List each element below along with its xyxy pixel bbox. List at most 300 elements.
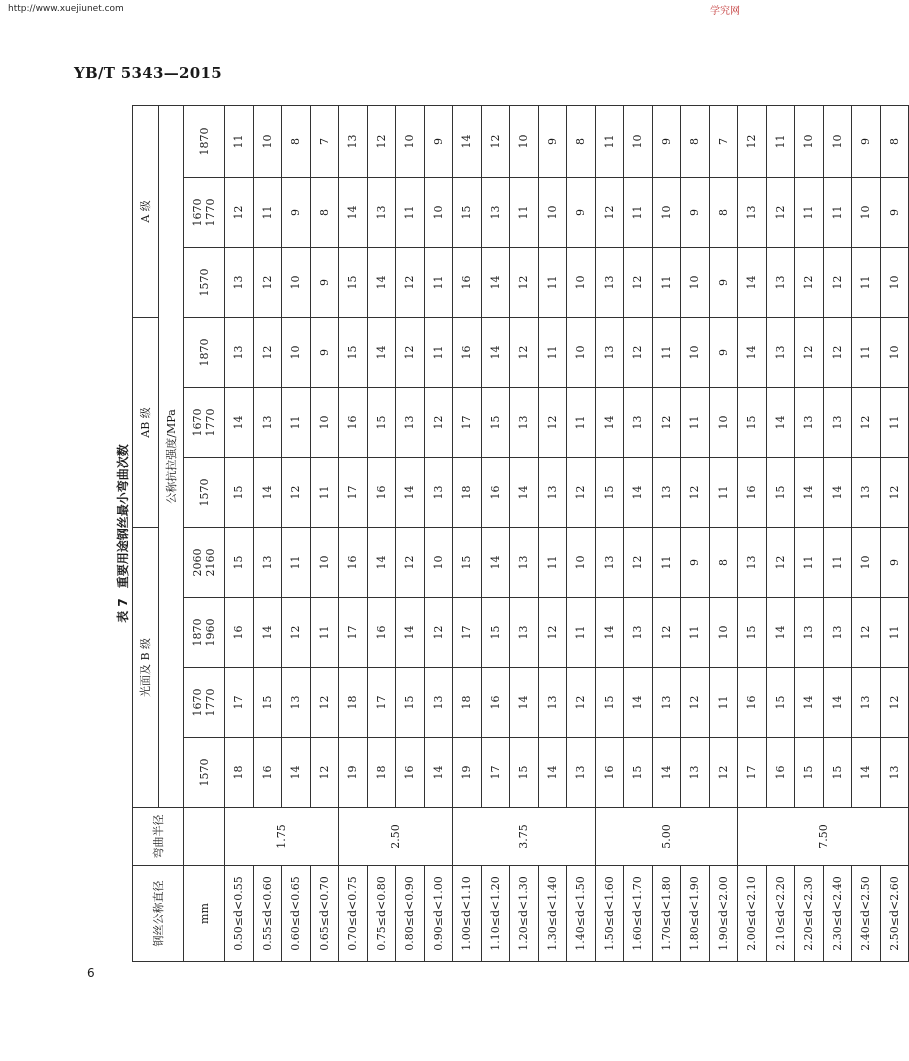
table-row bbox=[339, 105, 368, 961]
table-row bbox=[738, 105, 767, 961]
bend-count-cell: 17 bbox=[339, 457, 368, 527]
grade-header bbox=[184, 317, 225, 387]
bend-count-cell: 15 bbox=[766, 668, 795, 738]
bend-count-cell: 14 bbox=[510, 457, 539, 527]
bend-count-cell: 13 bbox=[282, 668, 311, 738]
bend-count-cell: 12 bbox=[481, 105, 510, 177]
bend-count-cell: 11 bbox=[823, 177, 852, 247]
bend-count-cell: 13 bbox=[538, 668, 567, 738]
bend-count-cell: 11 bbox=[766, 105, 795, 177]
bend-count-cell: 14 bbox=[766, 598, 795, 668]
source-url: http://www.xuejiunet.com bbox=[8, 4, 124, 14]
bend-count-cell: 13 bbox=[253, 387, 282, 457]
bend-count-cell: 15 bbox=[396, 668, 425, 738]
bend-count-cell: 14 bbox=[339, 177, 368, 247]
bend-count-cell: 15 bbox=[595, 668, 624, 738]
grade-header-text: 1870 bbox=[197, 127, 211, 156]
bend-count-cell: 12 bbox=[225, 177, 254, 247]
bend-count-cell: 9 bbox=[652, 105, 681, 177]
bend-count-cell: 13 bbox=[595, 527, 624, 597]
bend-count-cell: 8 bbox=[880, 105, 909, 177]
bend-count-cell: 12 bbox=[424, 598, 453, 668]
bend-count-cell: 13 bbox=[766, 317, 795, 387]
table-label: 表 7 bbox=[116, 598, 130, 623]
bend-count-cell: 10 bbox=[282, 247, 311, 317]
bend-count-cell: 13 bbox=[595, 317, 624, 387]
bend-count-cell: 10 bbox=[253, 105, 282, 177]
bend-count-cell: 14 bbox=[481, 527, 510, 597]
bend-count-cell: 11 bbox=[424, 247, 453, 317]
table-caption bbox=[114, 105, 132, 962]
bend-count-cell: 14 bbox=[367, 317, 396, 387]
rotated-table-container bbox=[114, 106, 901, 962]
diameter-range-cell: 1.30≤d<1.40 bbox=[538, 866, 567, 962]
bend-count-cell: 11 bbox=[823, 527, 852, 597]
bend-count-cell: 15 bbox=[481, 598, 510, 668]
site-logo-text: 学究网 bbox=[710, 6, 740, 17]
bend-count-cell: 19 bbox=[453, 738, 482, 808]
table-row bbox=[453, 105, 482, 961]
bend-count-cell: 13 bbox=[795, 387, 824, 457]
bend-count-cell: 16 bbox=[367, 598, 396, 668]
bend-count-cell: 13 bbox=[738, 177, 767, 247]
bend-count-cell: 12 bbox=[538, 598, 567, 668]
diameter-range-cell: 2.50≤d<2.60 bbox=[880, 866, 909, 962]
diameter-range-cell: 1.00≤d<1.10 bbox=[453, 866, 482, 962]
bend-count-cell: 16 bbox=[253, 738, 282, 808]
bend-count-cell: 14 bbox=[624, 457, 653, 527]
diameter-range-cell: 0.90≤d<1.00 bbox=[424, 866, 453, 962]
bend-count-cell: 9 bbox=[709, 247, 738, 317]
bend-radius-cell: 2.50 bbox=[339, 808, 453, 866]
bend-count-cell: 16 bbox=[481, 668, 510, 738]
bend-count-cell: 13 bbox=[823, 598, 852, 668]
bend-count-cell: 10 bbox=[282, 317, 311, 387]
bend-count-cell: 14 bbox=[510, 668, 539, 738]
diameter-range-cell: 2.00≤d<2.10 bbox=[738, 866, 767, 962]
bend-count-cell: 14 bbox=[253, 598, 282, 668]
bend-count-cell: 12 bbox=[282, 457, 311, 527]
grade-header-text: 1570 bbox=[197, 268, 211, 297]
diameter-range-cell: 1.80≤d<1.90 bbox=[681, 866, 710, 962]
bend-count-cell: 16 bbox=[738, 457, 767, 527]
bend-count-cell: 10 bbox=[852, 527, 881, 597]
bend-count-cell: 10 bbox=[396, 105, 425, 177]
table-title: 重要用途钢丝最小弯曲次数 bbox=[116, 444, 130, 589]
diameter-range-cell: 2.20≤d<2.30 bbox=[795, 866, 824, 962]
bend-count-cell: 10 bbox=[823, 105, 852, 177]
bend-count-cell: 17 bbox=[339, 598, 368, 668]
bend-count-cell: 14 bbox=[282, 738, 311, 808]
bend-count-cell: 15 bbox=[738, 387, 767, 457]
diameter-range-cell: 0.55≤d<0.60 bbox=[253, 866, 282, 962]
bend-count-cell: 10 bbox=[310, 527, 339, 597]
bend-count-cell: 18 bbox=[367, 738, 396, 808]
bend-count-cell: 11 bbox=[567, 387, 596, 457]
bend-count-cell: 11 bbox=[595, 105, 624, 177]
bend-count-cell: 12 bbox=[253, 247, 282, 317]
radius-header: 弯曲半径 bbox=[133, 808, 184, 866]
bend-count-cell: 12 bbox=[880, 457, 909, 527]
bend-count-cell: 12 bbox=[310, 738, 339, 808]
bend-count-cell: 13 bbox=[880, 738, 909, 808]
bend-count-cell: 11 bbox=[652, 247, 681, 317]
diameter-range-cell: 1.70≤d<1.80 bbox=[652, 866, 681, 962]
bend-count-cell: 11 bbox=[396, 177, 425, 247]
bend-count-cell: 14 bbox=[738, 247, 767, 317]
bend-count-cell: 13 bbox=[567, 738, 596, 808]
page-number: 6 bbox=[87, 966, 95, 980]
bend-radius-cell: 3.75 bbox=[453, 808, 596, 866]
diameter-range-cell: 1.90≤d<2.00 bbox=[709, 866, 738, 962]
bend-count-cell: 13 bbox=[225, 317, 254, 387]
bend-count-cell: 15 bbox=[225, 527, 254, 597]
bend-count-cell: 15 bbox=[823, 738, 852, 808]
bend-count-cell: 15 bbox=[225, 457, 254, 527]
bend-count-cell: 12 bbox=[795, 317, 824, 387]
bend-count-cell: 11 bbox=[795, 177, 824, 247]
unit-empty bbox=[184, 808, 225, 866]
bend-count-cell: 14 bbox=[481, 317, 510, 387]
bend-count-cell: 10 bbox=[310, 387, 339, 457]
bend-count-cell: 14 bbox=[795, 457, 824, 527]
bend-count-cell: 9 bbox=[567, 177, 596, 247]
bend-count-cell: 12 bbox=[738, 105, 767, 177]
bend-count-cell: 12 bbox=[396, 317, 425, 387]
bend-count-cell: 15 bbox=[453, 527, 482, 597]
bend-count-cell: 13 bbox=[253, 527, 282, 597]
grade-header bbox=[184, 527, 225, 597]
bend-count-cell: 11 bbox=[852, 317, 881, 387]
table-row bbox=[595, 105, 624, 961]
bend-count-cell: 14 bbox=[652, 738, 681, 808]
bend-count-cell: 10 bbox=[880, 247, 909, 317]
grade-header-text: 2060 2160 bbox=[191, 548, 217, 577]
bend-count-cell: 17 bbox=[225, 668, 254, 738]
bend-count-cell: 14 bbox=[396, 598, 425, 668]
diameter-range-cell: 0.60≤d<0.65 bbox=[282, 866, 311, 962]
bend-count-cell: 9 bbox=[310, 317, 339, 387]
bend-count-cell: 10 bbox=[681, 247, 710, 317]
bend-count-cell: 14 bbox=[367, 247, 396, 317]
bend-count-cell: 11 bbox=[567, 598, 596, 668]
bend-count-cell: 15 bbox=[453, 177, 482, 247]
bend-count-cell: 11 bbox=[795, 527, 824, 597]
bend-count-cell: 13 bbox=[510, 598, 539, 668]
strength-header: 公称抗拉强度/MPa bbox=[159, 105, 184, 807]
bend-count-cell: 8 bbox=[310, 177, 339, 247]
bend-count-cell: 12 bbox=[510, 317, 539, 387]
bend-count-cell: 9 bbox=[538, 105, 567, 177]
bend-count-cell: 11 bbox=[282, 387, 311, 457]
bend-count-cell: 11 bbox=[681, 598, 710, 668]
grade-header bbox=[184, 247, 225, 317]
diameter-range-cell: 0.70≤d<0.75 bbox=[339, 866, 368, 962]
diameter-range-cell: 2.40≤d<2.50 bbox=[852, 866, 881, 962]
bend-count-cell: 9 bbox=[282, 177, 311, 247]
bend-count-cell: 11 bbox=[310, 598, 339, 668]
diameter-range-cell: 1.50≤d<1.60 bbox=[595, 866, 624, 962]
grade-header bbox=[184, 668, 225, 738]
bend-count-cell: 10 bbox=[567, 317, 596, 387]
bend-count-cell: 9 bbox=[709, 317, 738, 387]
bend-count-cell: 12 bbox=[852, 598, 881, 668]
bend-count-cell: 16 bbox=[481, 457, 510, 527]
bend-count-cell: 16 bbox=[738, 668, 767, 738]
bend-count-cell: 13 bbox=[852, 457, 881, 527]
bend-count-cell: 11 bbox=[510, 177, 539, 247]
bend-count-cell: 11 bbox=[681, 387, 710, 457]
bend-count-cell: 17 bbox=[481, 738, 510, 808]
bend-count-cell: 11 bbox=[652, 317, 681, 387]
bend-count-cell: 16 bbox=[453, 317, 482, 387]
bend-count-cell: 18 bbox=[225, 738, 254, 808]
bend-count-cell: 12 bbox=[510, 247, 539, 317]
bend-count-cell: 13 bbox=[652, 668, 681, 738]
grade-header bbox=[184, 738, 225, 808]
bend-count-cell: 9 bbox=[852, 105, 881, 177]
bend-count-cell: 9 bbox=[424, 105, 453, 177]
bend-count-cell: 14 bbox=[424, 738, 453, 808]
grade-header-text: 1670 1770 bbox=[191, 198, 217, 227]
bend-count-cell: 13 bbox=[367, 177, 396, 247]
bend-count-cell: 18 bbox=[453, 668, 482, 738]
bend-count-cell: 12 bbox=[795, 247, 824, 317]
diameter-range-cell: 1.20≤d<1.30 bbox=[510, 866, 539, 962]
bend-count-cell: 14 bbox=[823, 668, 852, 738]
diameter-range-cell: 2.30≤d<2.40 bbox=[823, 866, 852, 962]
bend-count-cell: 16 bbox=[595, 738, 624, 808]
bend-count-cell: 10 bbox=[880, 317, 909, 387]
bend-count-cell: 12 bbox=[681, 668, 710, 738]
bend-count-cell: 12 bbox=[595, 177, 624, 247]
bend-count-cell: 17 bbox=[367, 668, 396, 738]
bend-count-cell: 11 bbox=[880, 387, 909, 457]
bend-count-cell: 14 bbox=[253, 457, 282, 527]
bend-count-cell: 11 bbox=[538, 317, 567, 387]
bend-count-cell: 13 bbox=[624, 598, 653, 668]
grade-header bbox=[184, 598, 225, 668]
bend-count-cell: 12 bbox=[538, 387, 567, 457]
bend-count-cell: 12 bbox=[424, 387, 453, 457]
diameter-header: 钢丝公称直径 bbox=[133, 866, 184, 962]
bend-radius-cell: 7.50 bbox=[738, 808, 909, 866]
bend-count-cell: 16 bbox=[367, 457, 396, 527]
group-header-a: A 级 bbox=[133, 105, 159, 317]
bend-count-cell: 12 bbox=[624, 527, 653, 597]
bend-count-cell: 12 bbox=[396, 527, 425, 597]
bend-count-cell: 11 bbox=[709, 457, 738, 527]
grade-header-text: 1570 bbox=[197, 478, 211, 507]
bend-count-cell: 9 bbox=[310, 247, 339, 317]
bend-count-cell: 14 bbox=[595, 598, 624, 668]
bend-count-cell: 19 bbox=[339, 738, 368, 808]
bend-count-cell: 16 bbox=[766, 738, 795, 808]
bend-count-cell: 9 bbox=[880, 177, 909, 247]
bend-count-cell: 13 bbox=[510, 527, 539, 597]
bend-count-cell: 13 bbox=[481, 177, 510, 247]
bend-count-cell: 18 bbox=[453, 457, 482, 527]
bend-count-cell: 15 bbox=[367, 387, 396, 457]
bend-count-cell: 12 bbox=[823, 317, 852, 387]
bend-count-cell: 10 bbox=[709, 598, 738, 668]
document-code: YB/T 5343—2015 bbox=[74, 64, 222, 82]
bend-count-cell: 10 bbox=[567, 247, 596, 317]
bend-count-cell: 12 bbox=[396, 247, 425, 317]
diameter-range-cell: 0.50≤d<0.55 bbox=[225, 866, 254, 962]
bend-count-cell: 17 bbox=[453, 598, 482, 668]
bend-count-cell: 14 bbox=[738, 317, 767, 387]
grade-header bbox=[184, 177, 225, 247]
bend-count-cell: 11 bbox=[880, 598, 909, 668]
bend-count-cell: 11 bbox=[310, 457, 339, 527]
bend-count-cell: 7 bbox=[310, 105, 339, 177]
bend-count-cell: 12 bbox=[880, 668, 909, 738]
bend-count-cell: 12 bbox=[367, 105, 396, 177]
bend-count-cell: 11 bbox=[253, 177, 282, 247]
bend-count-cell: 12 bbox=[624, 317, 653, 387]
bend-count-cell: 12 bbox=[567, 457, 596, 527]
bend-count-cell: 10 bbox=[538, 177, 567, 247]
diameter-range-cell: 1.10≤d<1.20 bbox=[481, 866, 510, 962]
bend-count-cell: 12 bbox=[624, 247, 653, 317]
grade-header-text: 1570 bbox=[197, 758, 211, 787]
bend-count-cell: 12 bbox=[652, 387, 681, 457]
bend-count-cell: 10 bbox=[709, 387, 738, 457]
bend-count-cell: 17 bbox=[738, 738, 767, 808]
bend-count-cell: 10 bbox=[624, 105, 653, 177]
bend-count-cell: 8 bbox=[709, 177, 738, 247]
diameter-range-cell: 0.75≤d<0.80 bbox=[367, 866, 396, 962]
bend-count-cell: 15 bbox=[253, 668, 282, 738]
bend-count-cell: 12 bbox=[852, 387, 881, 457]
bend-count-cell: 7 bbox=[709, 105, 738, 177]
bend-count-cell: 14 bbox=[367, 527, 396, 597]
bend-count-cell: 11 bbox=[538, 247, 567, 317]
bend-count-cell: 13 bbox=[396, 387, 425, 457]
bend-count-cell: 13 bbox=[624, 387, 653, 457]
bend-count-cell: 15 bbox=[795, 738, 824, 808]
bend-count-cell: 13 bbox=[652, 457, 681, 527]
grade-header-text: 1870 bbox=[197, 338, 211, 367]
bend-count-cell: 12 bbox=[766, 177, 795, 247]
bend-count-cell: 12 bbox=[681, 457, 710, 527]
bend-count-cell: 11 bbox=[282, 527, 311, 597]
bend-radius-cell: 5.00 bbox=[595, 808, 738, 866]
bend-count-cell: 11 bbox=[538, 527, 567, 597]
bend-count-cell: 13 bbox=[595, 247, 624, 317]
diameter-range-cell: 1.40≤d<1.50 bbox=[567, 866, 596, 962]
grade-header-text: 1670 1770 bbox=[191, 688, 217, 717]
bend-count-cell: 12 bbox=[823, 247, 852, 317]
bend-count-cell: 10 bbox=[681, 317, 710, 387]
bend-count-cell: 16 bbox=[453, 247, 482, 317]
bend-count-cell: 10 bbox=[424, 177, 453, 247]
bend-count-cell: 13 bbox=[738, 527, 767, 597]
bend-count-cell: 14 bbox=[396, 457, 425, 527]
bend-count-cell: 13 bbox=[766, 247, 795, 317]
bend-count-cell: 16 bbox=[339, 527, 368, 597]
bend-count-cell: 16 bbox=[225, 598, 254, 668]
bend-count-cell: 13 bbox=[681, 738, 710, 808]
diameter-range-cell: 0.80≤d<0.90 bbox=[396, 866, 425, 962]
bend-count-cell: 11 bbox=[225, 105, 254, 177]
bend-count-cell: 11 bbox=[652, 527, 681, 597]
grade-header-text: 1670 1770 bbox=[191, 408, 217, 437]
bend-count-cell: 12 bbox=[310, 668, 339, 738]
bend-count-cell: 15 bbox=[339, 247, 368, 317]
bend-count-cell: 11 bbox=[709, 668, 738, 738]
bend-count-cell: 13 bbox=[339, 105, 368, 177]
bend-count-cell: 10 bbox=[424, 527, 453, 597]
table-row bbox=[225, 105, 254, 961]
bend-count-cell: 18 bbox=[339, 668, 368, 738]
group-header-bright-b: 光面及 B 级 bbox=[133, 527, 159, 807]
bend-count-cell: 10 bbox=[652, 177, 681, 247]
bend-count-cell: 14 bbox=[766, 387, 795, 457]
bend-count-cell: 9 bbox=[681, 527, 710, 597]
bend-count-cell: 15 bbox=[766, 457, 795, 527]
bend-count-cell: 8 bbox=[567, 105, 596, 177]
bend-count-cell: 15 bbox=[510, 738, 539, 808]
bend-count-cell: 14 bbox=[225, 387, 254, 457]
bend-count-cell: 8 bbox=[282, 105, 311, 177]
bend-count-cell: 14 bbox=[624, 668, 653, 738]
grade-header bbox=[184, 457, 225, 527]
bend-count-cell: 12 bbox=[709, 738, 738, 808]
bend-count-cell: 14 bbox=[795, 668, 824, 738]
grade-header bbox=[184, 105, 225, 177]
bend-count-cell: 14 bbox=[453, 105, 482, 177]
diameter-range-cell: 0.65≤d<0.70 bbox=[310, 866, 339, 962]
bend-count-cell: 14 bbox=[481, 247, 510, 317]
grade-header-text: 1870 1960 bbox=[191, 618, 217, 647]
bend-count-cell: 10 bbox=[510, 105, 539, 177]
bend-count-table bbox=[114, 105, 909, 962]
bend-count-cell: 13 bbox=[510, 387, 539, 457]
bend-count-cell: 13 bbox=[538, 457, 567, 527]
bend-count-cell: 14 bbox=[823, 457, 852, 527]
bend-count-cell: 12 bbox=[766, 527, 795, 597]
bend-count-cell: 13 bbox=[225, 247, 254, 317]
bend-count-cell: 8 bbox=[681, 105, 710, 177]
bend-count-cell: 16 bbox=[339, 387, 368, 457]
group-header-ab: AB 级 bbox=[133, 317, 159, 527]
bend-count-cell: 15 bbox=[481, 387, 510, 457]
bend-count-cell: 17 bbox=[453, 387, 482, 457]
bend-count-cell: 9 bbox=[681, 177, 710, 247]
bend-count-cell: 14 bbox=[852, 738, 881, 808]
bend-count-cell: 15 bbox=[595, 457, 624, 527]
grade-header bbox=[184, 387, 225, 457]
bend-count-cell: 8 bbox=[709, 527, 738, 597]
bend-count-cell: 10 bbox=[852, 177, 881, 247]
bend-count-cell: 12 bbox=[652, 598, 681, 668]
bend-count-cell: 13 bbox=[823, 387, 852, 457]
bend-count-cell: 11 bbox=[424, 317, 453, 387]
bend-count-cell: 10 bbox=[567, 527, 596, 597]
bend-count-cell: 10 bbox=[795, 105, 824, 177]
unit-mm: mm bbox=[184, 866, 225, 962]
bend-count-cell: 12 bbox=[253, 317, 282, 387]
bend-count-cell: 13 bbox=[424, 668, 453, 738]
bend-count-cell: 15 bbox=[339, 317, 368, 387]
bend-radius-cell: 1.75 bbox=[225, 808, 339, 866]
bend-count-cell: 13 bbox=[795, 598, 824, 668]
bend-count-cell: 15 bbox=[624, 738, 653, 808]
bend-count-cell: 12 bbox=[567, 668, 596, 738]
diameter-range-cell: 1.60≤d<1.70 bbox=[624, 866, 653, 962]
